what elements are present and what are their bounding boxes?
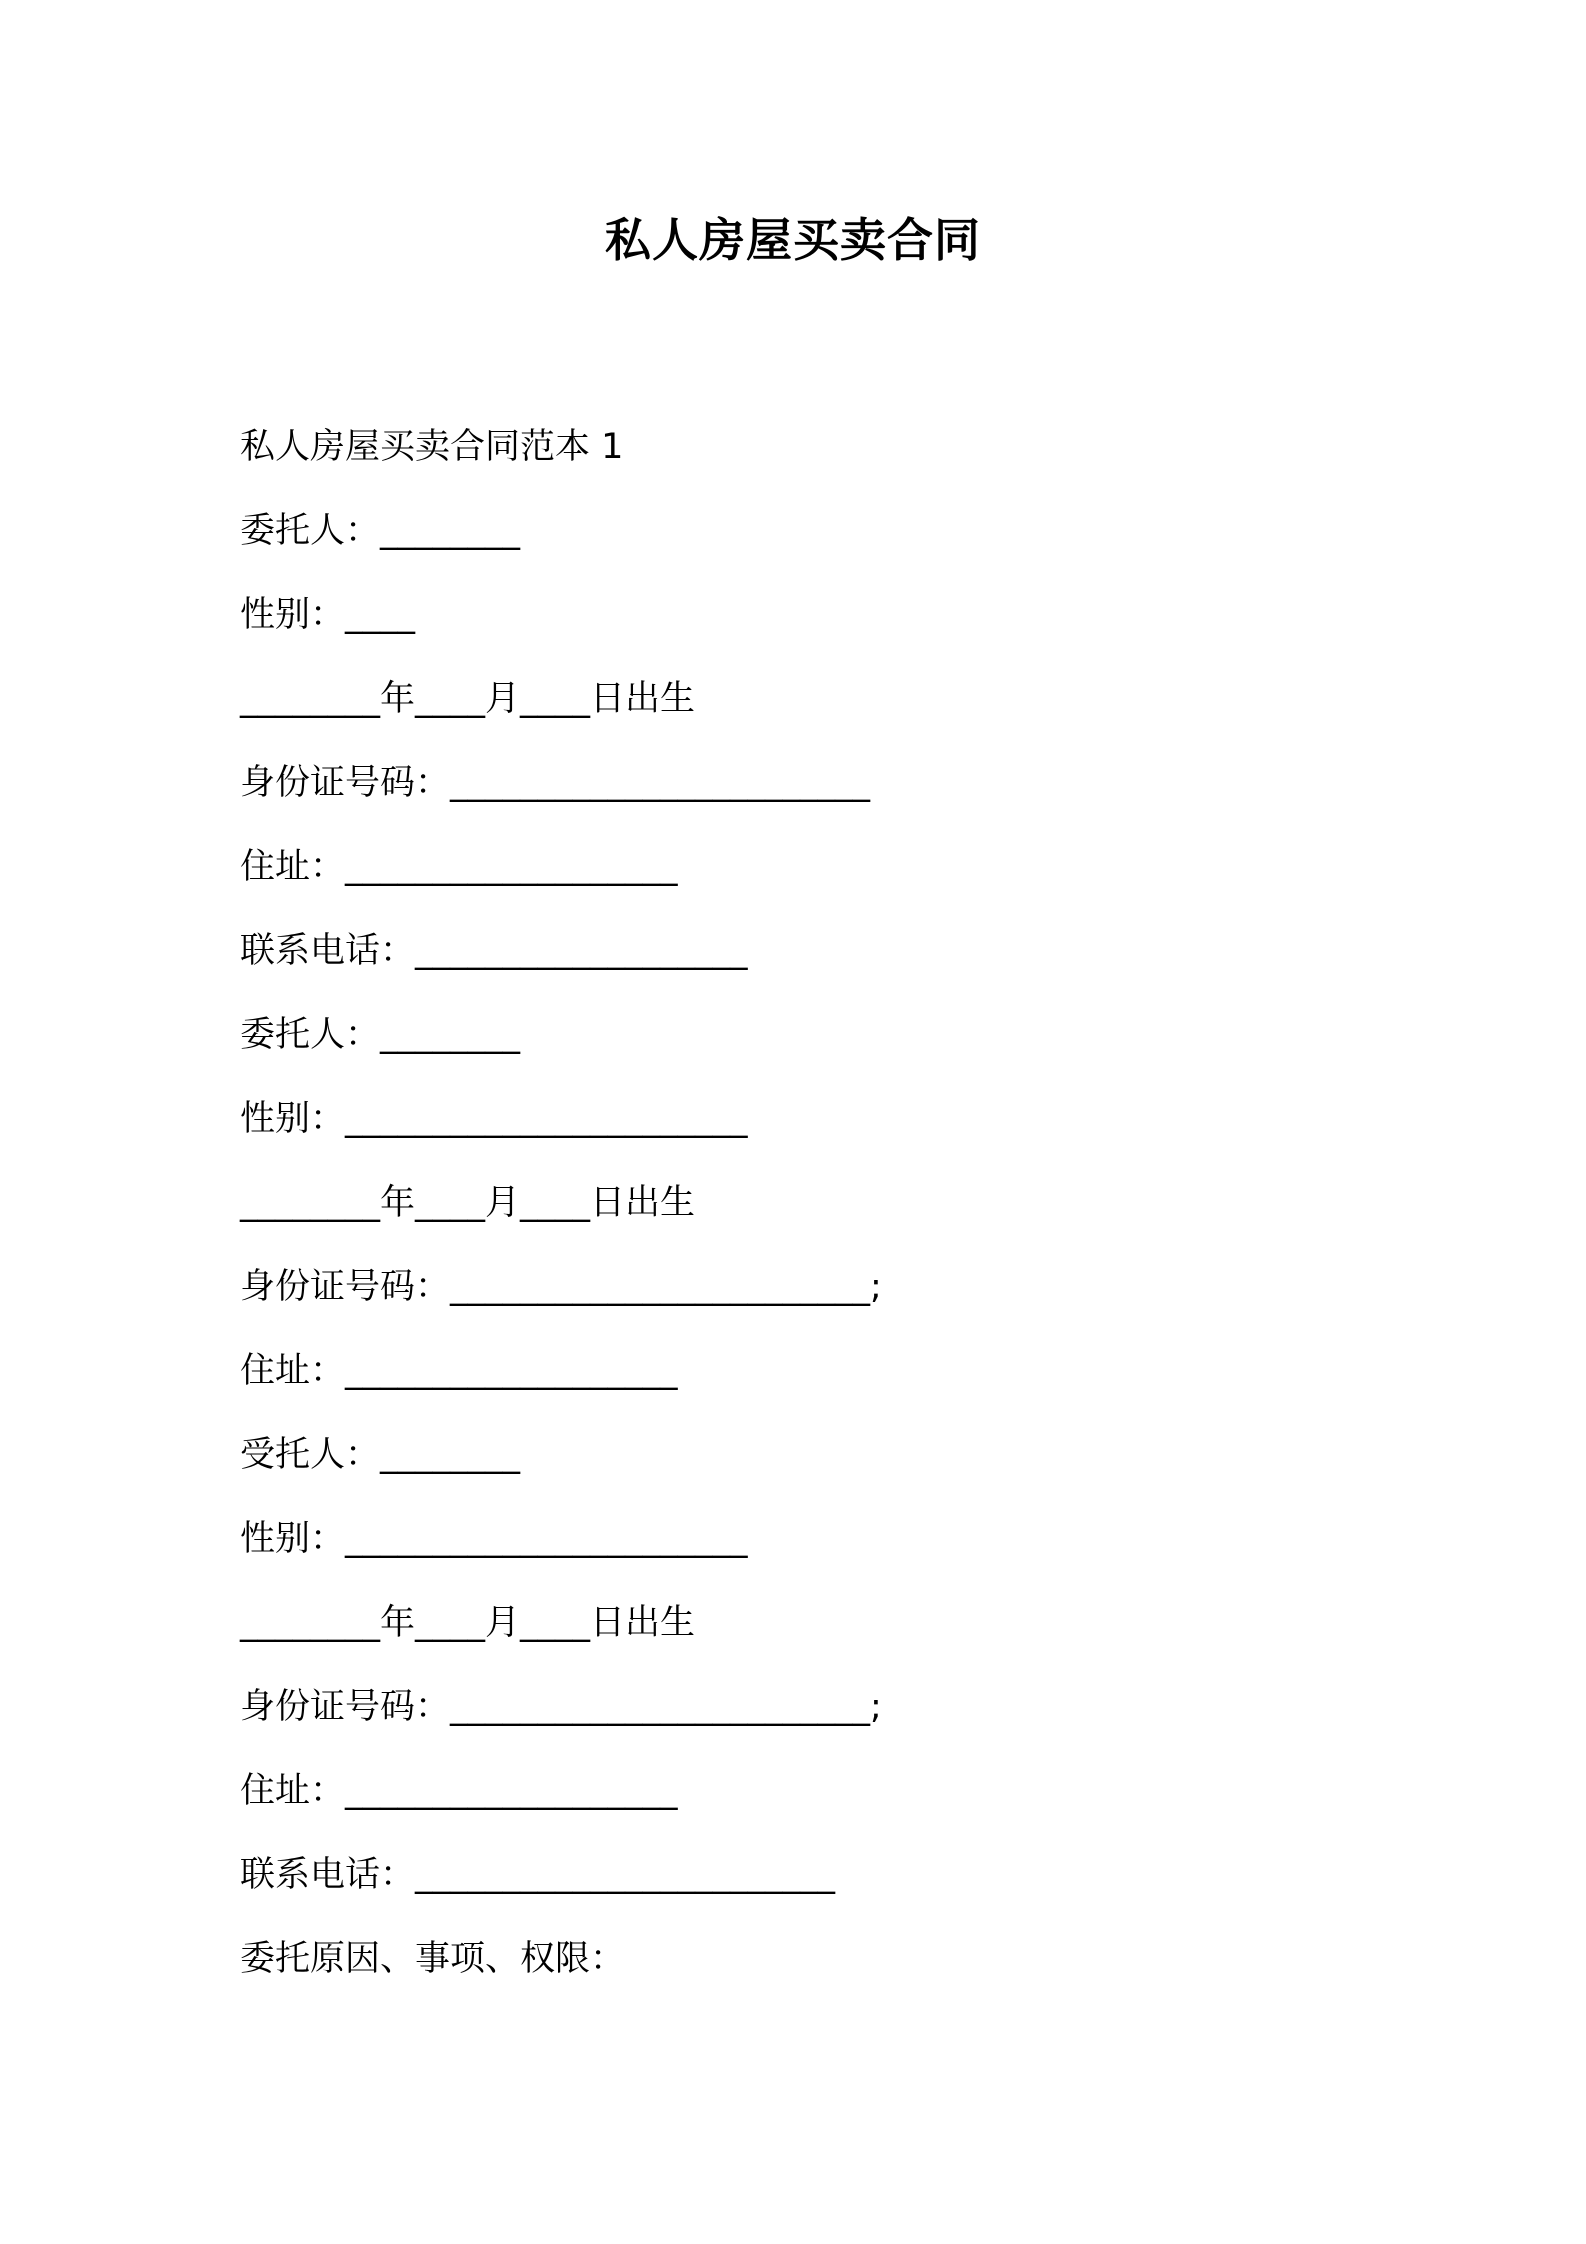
section-heading: 私人房屋买卖合同范本 1 xyxy=(240,427,624,467)
principal-id-number-line: 身份证号码：________________________ xyxy=(240,763,871,803)
principal-address-line: 住址：___________________ xyxy=(240,847,678,887)
second-principal-address-line: 住址：___________________ xyxy=(240,1351,678,1391)
second-principal-id-number-line: 身份证号码：________________________; xyxy=(240,1267,882,1307)
agent-address-line: 住址：___________________ xyxy=(240,1771,678,1811)
second-principal-birthdate-line: ________年____月____日出生 xyxy=(240,1183,696,1223)
agent-name-line: 受托人：________ xyxy=(240,1435,521,1475)
document-body xyxy=(240,405,1390,2001)
second-principal-gender-line: 性别：_______________________ xyxy=(240,1099,748,1139)
agent-birthdate-line: ________年____月____日出生 xyxy=(240,1603,696,1643)
agent-id-number-line: 身份证号码：________________________; xyxy=(240,1687,882,1727)
entrustment-scope-line: 委托原因、事项、权限： xyxy=(240,1939,626,1979)
principal-gender-line: 性别：____ xyxy=(240,595,416,635)
principal-phone-line: 联系电话：___________________ xyxy=(240,931,748,971)
principal-birthdate-line: ________年____月____日出生 xyxy=(240,679,696,719)
agent-phone-line: 联系电话：________________________ xyxy=(240,1855,836,1895)
agent-gender-line: 性别：_______________________ xyxy=(240,1519,748,1559)
document-title: 私人房屋买卖合同 xyxy=(605,213,981,267)
second-principal-name-line: 委托人：________ xyxy=(240,1015,521,1055)
principal-name-line: 委托人：________ xyxy=(240,511,521,551)
